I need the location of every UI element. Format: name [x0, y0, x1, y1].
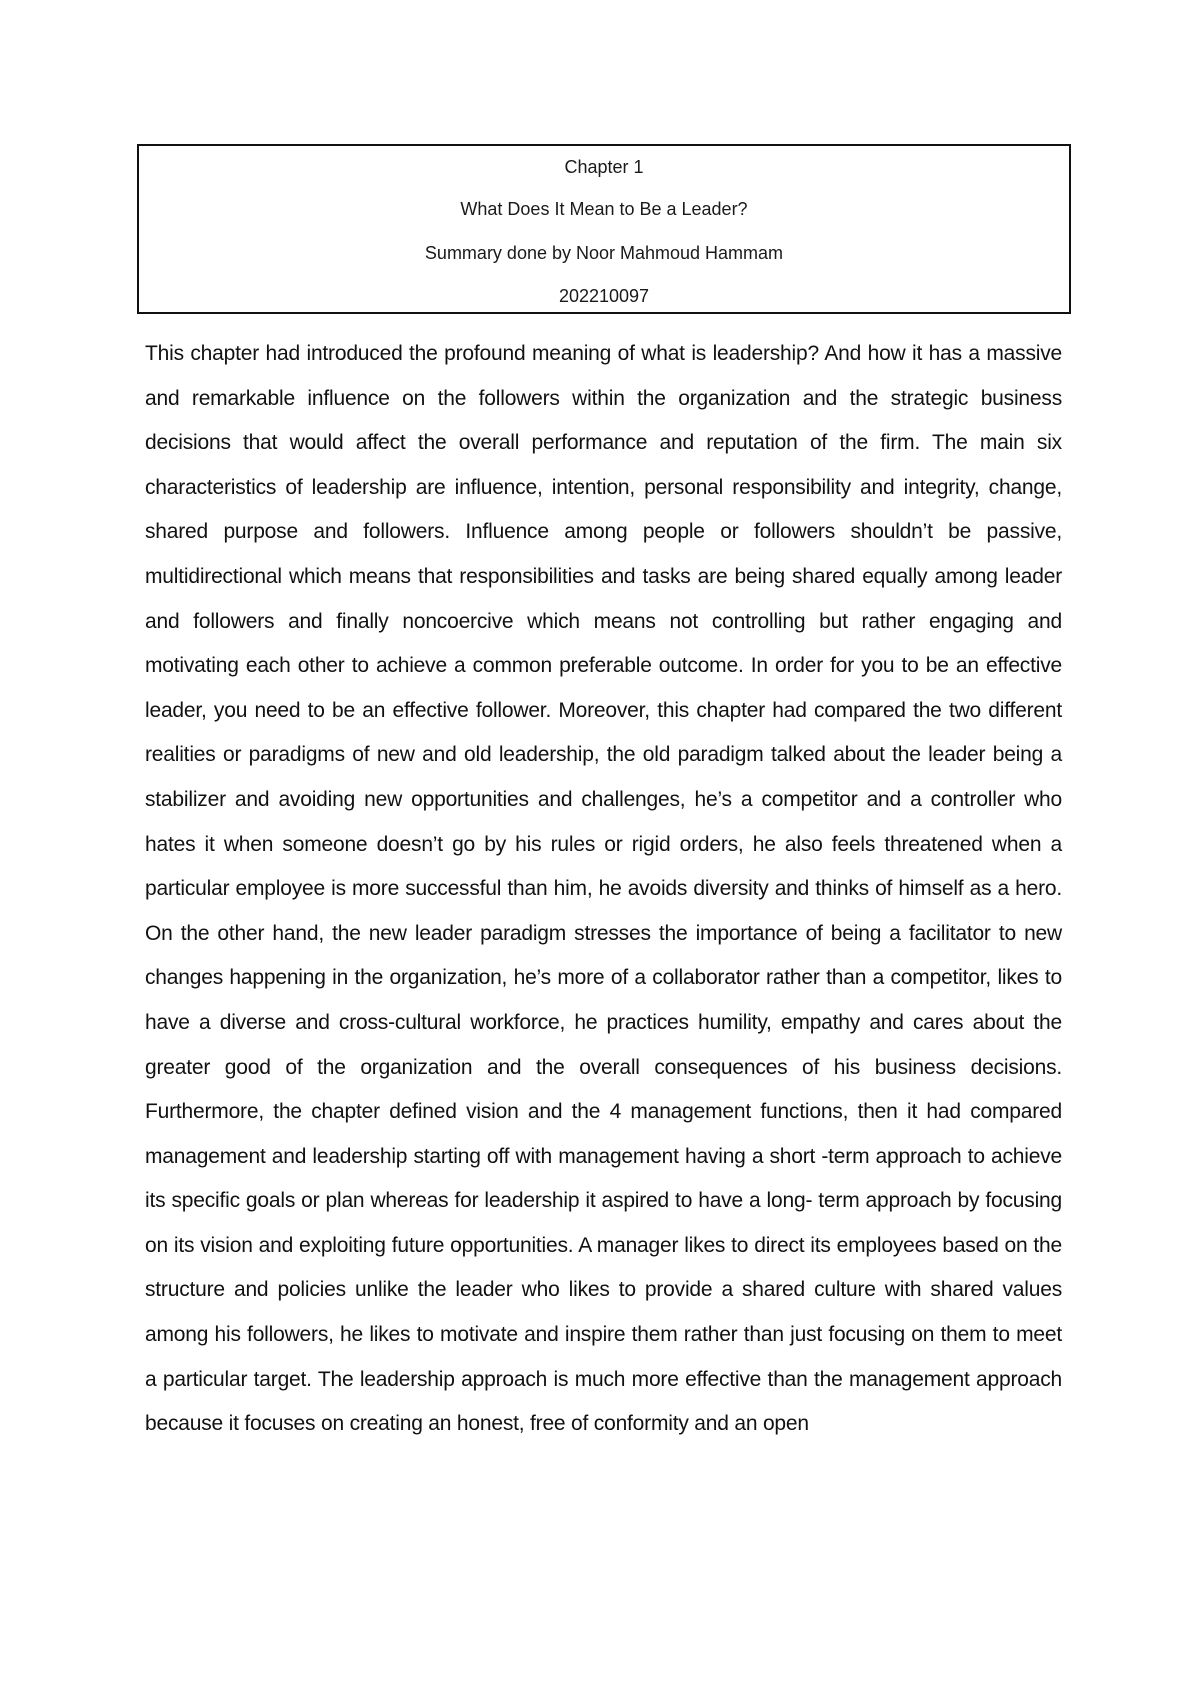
- chapter-title: What Does It Mean to Be a Leader?: [460, 199, 748, 219]
- student-id: 202210097: [558, 286, 650, 306]
- title-box: [137, 144, 1071, 314]
- summary-paragraph: This chapter had introduced the profound meaning of what is leadership? And how it has a massive and remarkable influence on the followers within the organization and the strategic business decisions that would affect the overall performance and reputation of the firm. The main six characteristics of leadership are influence, intention, personal responsibility and integrity, change, shared purpose and followers. Influence among people or followers shouldn’t be passive, multidirectional which means that responsibilities and tasks are being shared equally among leader and followers and finally noncoercive which means not controlling but rather engaging and motivating each other to achieve a common preferable outcome. In order for you to be an effective leader, you need to be an effective follower. Moreover, this chapter had compared the two different realities or paradigms of new and old leadership, the old paradigm talked about the leader being a stabilizer and avoiding new opportunities and challenges, he’s a competitor and a controller who hates it when someone doesn’t go by his rules or rigid orders, he also feels threatened when a particular employee is more successful than him, he avoids diversity and thinks of himself as a hero. On the other hand, the new leader paradigm stresses the importance of being a facilitator to new changes happening in the organization, he’s more of a collaborator rather than a competitor, likes to have a diverse and cross-cultural workforce, he practices humility, empathy and cares about the greater good of the organization and the overall consequences of his business decisions. Furthermore, the chapter defined vision and the 4 management functions, then it had compared management and leadership starting off with management having a short -term approach to achieve its specific goals or plan whereas for leadership it aspired to have a long- term approach by focusing on its vision and exploiting future opportunities. A manager likes to direct its employees based on the structure and policies unlike the leader who likes to provide a shared culture with shared values among his followers, he likes to motivate and inspire them rather than just focusing on them to meet a particular target. The leadership approach is much more effective than the management approach because it focuses on creating an honest, free of conformity and an open: [145, 342, 1062, 1436]
- author-line: Summary done by Noor Mahmoud Hammam: [424, 243, 784, 263]
- chapter-label: Chapter 1: [564, 157, 644, 177]
